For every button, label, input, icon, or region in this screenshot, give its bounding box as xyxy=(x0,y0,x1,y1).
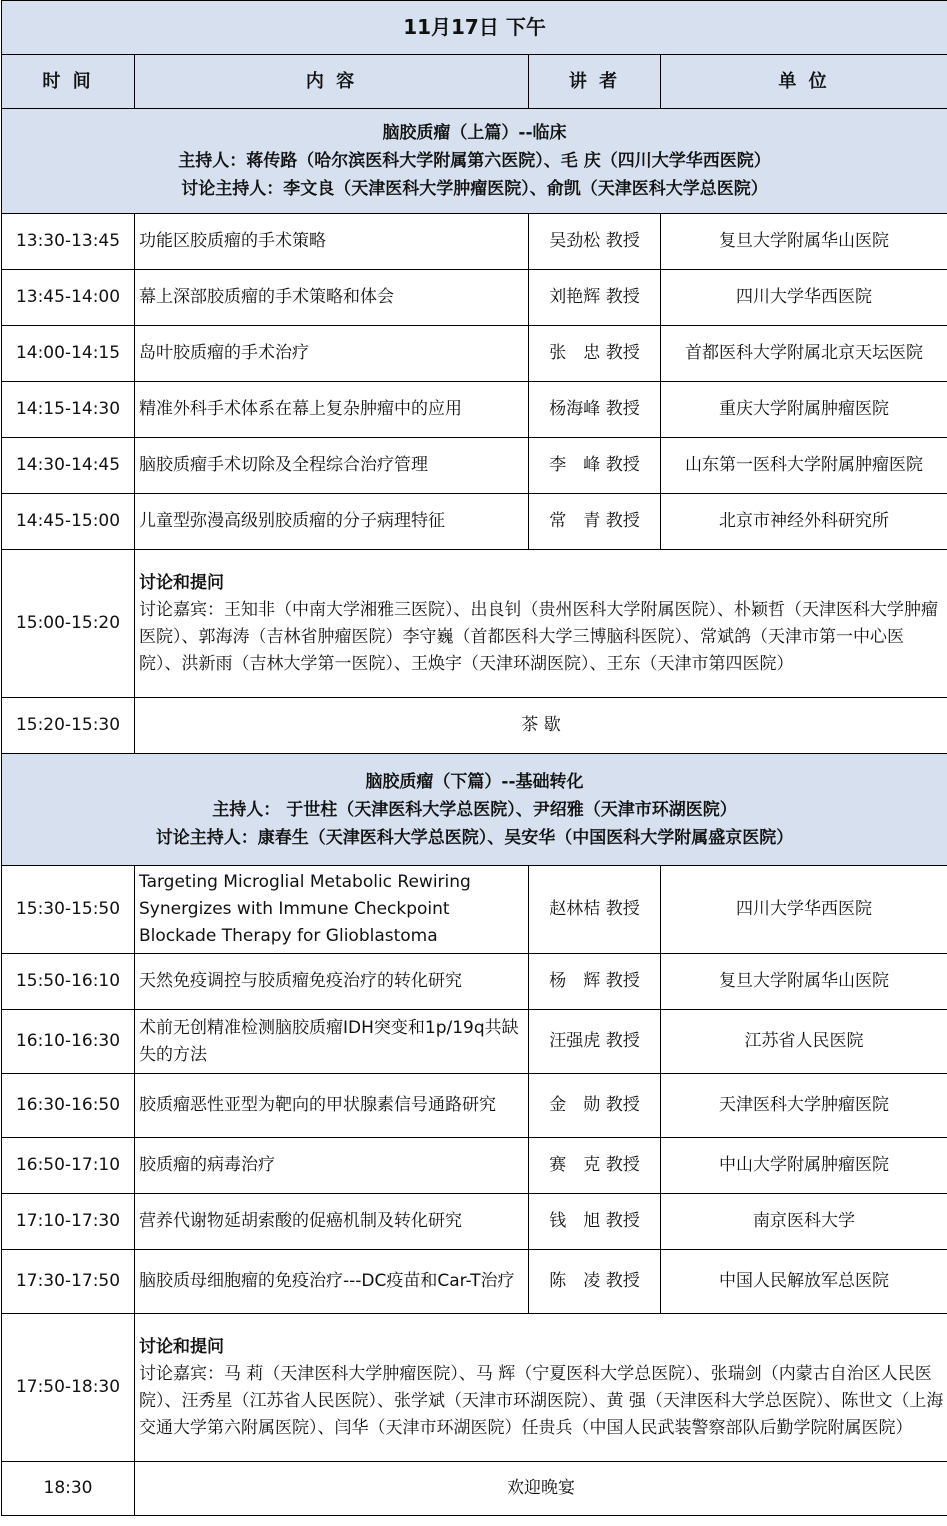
discussion-title: 讨论和提问 xyxy=(139,1336,224,1357)
table-row xyxy=(2,214,947,270)
section-host: 主持人：蒋传路（哈尔滨医科大学附属第六医院）、毛 庆（四川大学华西医院） xyxy=(178,151,771,171)
speaker-cell: 赛 克 教授 xyxy=(529,1138,661,1194)
unit-cell: 江苏省人民医院 xyxy=(661,1010,947,1074)
page-title: 11月17日 下午 xyxy=(2,1,947,55)
table-row xyxy=(2,1138,947,1194)
topic-cell: 营养代谢物延胡索酸的促癌机制及转化研究 xyxy=(135,1194,529,1250)
topic-cell: 岛叶胶质瘤的手术治疗 xyxy=(135,326,529,382)
discussion-cell xyxy=(135,550,947,698)
dinner-label: 欢迎晚宴 xyxy=(135,1462,947,1516)
speaker-cell: 常 青 教授 xyxy=(529,494,661,550)
topic-cell: 术前无创精准检测脑胶质瘤IDH突变和1p/19q共缺失的方法 xyxy=(135,1010,529,1074)
unit-cell: 南京医科大学 xyxy=(661,1194,947,1250)
speaker-cell: 吴劲松 教授 xyxy=(529,214,661,270)
table-row xyxy=(2,1250,947,1314)
break-row xyxy=(2,698,947,754)
topic-cell: 脑胶质瘤手术切除及全程综合治疗管理 xyxy=(135,438,529,494)
agenda-table xyxy=(1,0,947,1516)
table-header xyxy=(2,55,947,109)
discussion-guests: 讨论嘉宾：马 莉（天津医科大学肿瘤医院）、马 辉（宁夏医科大学总医院）、张瑞剑（内蒙古自治区人民医院）、汪秀星（江苏省人民医院）、张学斌（天津市环湖医院）、黄 强（天津医科大学总医院）、陈世文（上海交通大学第六附属医院）、闫华（天津市环湖医院）任贵兵（中国人民武装警察部队后勤学院附属医院） xyxy=(139,1363,944,1438)
topic-cell: Targeting Microglial Metabolic Rewiring Synergizes with Immune Checkpoint Blockade Therapy for Glioblastoma xyxy=(135,866,529,954)
time-cell: 15:50-16:10 xyxy=(2,954,135,1010)
header-speaker: 讲 者 xyxy=(529,55,661,109)
speaker-cell: 杨海峰 教授 xyxy=(529,382,661,438)
discussion-title: 讨论和提问 xyxy=(139,572,224,593)
speaker-cell: 刘艳辉 教授 xyxy=(529,270,661,326)
speaker-cell: 张 忠 教授 xyxy=(529,326,661,382)
topic-cell: 天然免疫调控与胶质瘤免疫治疗的转化研究 xyxy=(135,954,529,1010)
speaker-cell: 钱 旭 教授 xyxy=(529,1194,661,1250)
time-cell: 18:30 xyxy=(2,1462,135,1516)
discussion-guests: 讨论嘉宾：王知非（中南大学湘雅三医院）、出良钊（贵州医科大学附属医院）、朴颖哲（天津医科大学肿瘤医院）、郭海涛（吉林省肿瘤医院）李守巍（首都医科大学三博脑科医院）、常斌鸽（天津市第一中心医院）、洪新雨（吉林大学第一医院）、王焕宇（天津环湖医院）、王东（天津市第四医院） xyxy=(139,599,938,674)
time-cell: 15:20-15:30 xyxy=(2,698,135,754)
speaker-cell: 陈 凌 教授 xyxy=(529,1250,661,1314)
time-cell: 14:45-15:00 xyxy=(2,494,135,550)
section-host: 主持人： 于世柱（天津医科大学总医院）、尹绍雅（天津市环湖医院） xyxy=(212,799,737,820)
time-cell: 16:10-16:30 xyxy=(2,1010,135,1074)
topic-cell: 胶质瘤的病毒治疗 xyxy=(135,1138,529,1194)
table-row xyxy=(2,1194,947,1250)
dinner-row xyxy=(2,1462,947,1516)
unit-cell: 中山大学附属肿瘤医院 xyxy=(661,1138,947,1194)
section-discussion-host: 讨论主持人：李文良（天津医科大学肿瘤医院）、俞凯（天津医科大学总医院） xyxy=(181,179,768,199)
speaker-cell: 赵林桔 教授 xyxy=(529,866,661,954)
time-cell: 15:30-15:50 xyxy=(2,866,135,954)
time-cell: 13:30-13:45 xyxy=(2,214,135,270)
speaker-cell: 李 峰 教授 xyxy=(529,438,661,494)
table-row xyxy=(2,326,947,382)
unit-cell: 中国人民解放军总医院 xyxy=(661,1250,947,1314)
speaker-cell: 杨 辉 教授 xyxy=(529,954,661,1010)
time-cell: 17:50-18:30 xyxy=(2,1314,135,1462)
time-cell: 14:30-14:45 xyxy=(2,438,135,494)
table-row xyxy=(2,866,947,954)
time-cell: 14:00-14:15 xyxy=(2,326,135,382)
table-row xyxy=(2,438,947,494)
table-row xyxy=(2,1010,947,1074)
topic-cell: 脑胶质母细胞瘤的免疫治疗---DC疫苗和Car-T治疗 xyxy=(135,1250,529,1314)
unit-cell: 四川大学华西医院 xyxy=(661,866,947,954)
unit-cell: 北京市神经外科研究所 xyxy=(661,494,947,550)
unit-cell: 首都医科大学附属北京天坛医院 xyxy=(661,326,947,382)
section-name: 脑胶质瘤（下篇）--基础转化 xyxy=(365,771,584,792)
unit-cell: 四川大学华西医院 xyxy=(661,270,947,326)
header-time: 时 间 xyxy=(2,55,135,109)
discussion-row xyxy=(2,1314,947,1462)
speaker-cell: 金 勋 教授 xyxy=(529,1074,661,1138)
break-label: 茶 歇 xyxy=(135,698,947,754)
table-row xyxy=(2,382,947,438)
unit-cell: 山东第一医科大学附属肿瘤医院 xyxy=(661,438,947,494)
table-row xyxy=(2,954,947,1010)
section-header-clinical xyxy=(2,109,947,214)
header-unit: 单 位 xyxy=(661,55,947,109)
discussion-cell xyxy=(135,1314,947,1462)
time-cell: 16:30-16:50 xyxy=(2,1074,135,1138)
section-name: 脑胶质瘤（上篇）--临床 xyxy=(382,123,567,143)
unit-cell: 重庆大学附属肿瘤医院 xyxy=(661,382,947,438)
table-row xyxy=(2,1074,947,1138)
time-cell: 13:45-14:00 xyxy=(2,270,135,326)
unit-cell: 复旦大学附属华山医院 xyxy=(661,214,947,270)
topic-cell: 幕上深部胶质瘤的手术策略和体会 xyxy=(135,270,529,326)
time-cell: 16:50-17:10 xyxy=(2,1138,135,1194)
unit-cell: 复旦大学附属华山医院 xyxy=(661,954,947,1010)
table-row xyxy=(2,270,947,326)
topic-cell: 功能区胶质瘤的手术策略 xyxy=(135,214,529,270)
discussion-row xyxy=(2,550,947,698)
topic-cell: 精准外科手术体系在幕上复杂肿瘤中的应用 xyxy=(135,382,529,438)
time-cell: 17:10-17:30 xyxy=(2,1194,135,1250)
speaker-cell: 汪强虎 教授 xyxy=(529,1010,661,1074)
time-cell: 14:15-14:30 xyxy=(2,382,135,438)
header-content: 内 容 xyxy=(135,55,529,109)
topic-cell: 儿童型弥漫高级别胶质瘤的分子病理特征 xyxy=(135,494,529,550)
unit-cell: 天津医科大学肿瘤医院 xyxy=(661,1074,947,1138)
section-header-basic xyxy=(2,754,947,866)
section-discussion-host: 讨论主持人：康春生（天津医科大学总医院）、吴安华（中国医科大学附属盛京医院） xyxy=(155,827,794,848)
time-cell: 15:00-15:20 xyxy=(2,550,135,698)
table-row xyxy=(2,494,947,550)
time-cell: 17:30-17:50 xyxy=(2,1250,135,1314)
topic-cell: 胶质瘤恶性亚型为靶向的甲状腺素信号通路研究 xyxy=(135,1074,529,1138)
